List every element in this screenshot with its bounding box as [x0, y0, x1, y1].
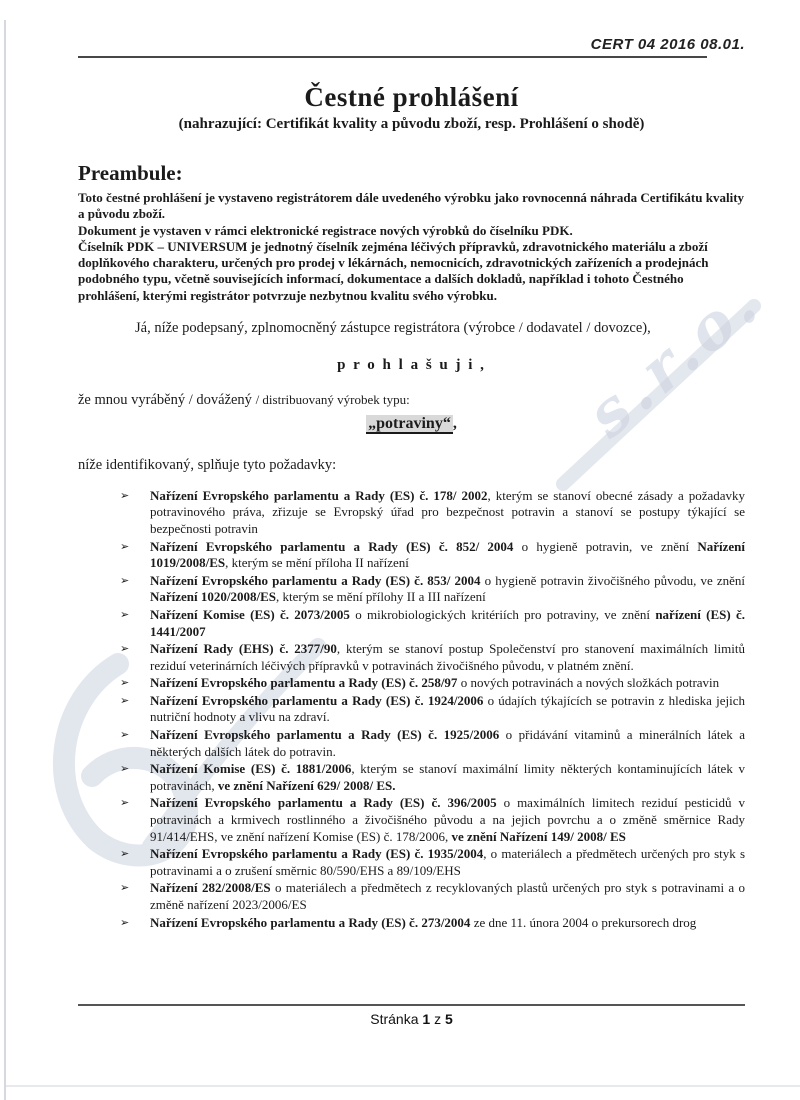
regulation-item: [78, 727, 745, 760]
footer-rule: [78, 1004, 745, 1006]
declaration-intro: Já, níže podepsaný, zplnomocněný zástupce registrátora (výrobce / dodavatel / dovozce),: [135, 319, 651, 336]
header-rule: [78, 56, 707, 58]
regulation-item: [78, 880, 745, 913]
arrow-bullet-icon: ➢: [120, 848, 130, 861]
footer-label: Stránka: [370, 1011, 419, 1027]
arrow-bullet-icon: ➢: [120, 489, 130, 502]
regulation-text: Nařízení Evropského parlamentu a Rady (ES) č. 853/ 2004 o hygieně potravin živočišného původu, ve znění Nařízení 1020/2008/ES, kterým se mění přílohy II a III nařízení: [150, 572, 745, 605]
regulation-text: Nařízení 282/2008/ES o materiálech a předmětech z recyklovaných plastů určených pro styk s potravinami a o změně nařízení 2023/2006/ES: [150, 880, 745, 912]
regulation-item: [78, 693, 745, 726]
watermark-text: s.r.o.: [572, 265, 776, 452]
arrow-bullet-icon: ➢: [120, 540, 130, 553]
regulation-item: [78, 846, 745, 879]
footer-page-number: 1: [422, 1011, 431, 1027]
arrow-bullet-icon: ➢: [120, 916, 130, 929]
scan-edge-left: [4, 20, 6, 1100]
regulation-text: Nařízení Komise (ES) č. 1881/2006, kterým se stanoví maximální limity některých kontaminujících látek v potravinách, ve znění Nařízení 629/ 2008/ ES.: [150, 761, 745, 793]
arrow-bullet-icon: ➢: [120, 608, 130, 621]
arrow-bullet-icon: ➢: [120, 763, 130, 776]
preambule-heading: Preambule:: [78, 161, 183, 185]
regulation-text: Nařízení Evropského parlamentu a Rady (ES) č. 1924/2006 o údajích týkajících se potravin z hlediska jejich nutriční hodnoty a vlivu na zdraví.: [150, 692, 745, 725]
preambule-paragraph: Číselník PDK – UNIVERSUM je jednotný číselník zejména léčivých přípravků, zdravotnického materiálu a zboží doplňkového charakteru, určených pro prodej v lékárnách, nemocnicích, zdravotnických zařízeních a prodejnách podobného typu, včetně souvisejících informací, dokumentace a dalších dokladů, například i tohoto Čestného prohlášení, kterými registrátor potvrzuje nezbytnou kvalitu svého výrobku.: [78, 238, 709, 303]
declaration-verb: p r o h l a š u j i ,: [337, 356, 486, 373]
regulation-item: [78, 539, 745, 572]
arrow-bullet-icon: ➢: [120, 677, 130, 690]
product-term-highlight: „potraviny“: [368, 414, 451, 432]
regulation-item: [78, 573, 745, 606]
regulation-text: Nařízení Rady (EHS) č. 2377/90, kterým se stanoví postup Společenství pro stanovení maximálních limitů reziduí veterinárních léčivých přípravků v potravinách živočišného původu, v platném znění.: [150, 641, 745, 673]
product-intro-part1: že mnou vyráběný / dovážený: [78, 391, 256, 408]
regulation-text: Nařízení Evropského parlamentu a Rady (ES) č. 273/2004 ze dne 11. února 2004 o prekursorech drog: [150, 914, 697, 930]
regulation-item: [78, 607, 745, 640]
footer-total-pages: 5: [444, 1011, 453, 1027]
document-title: Čestné prohlášení: [304, 82, 519, 112]
arrow-bullet-icon: ➢: [120, 574, 130, 587]
regulation-item: [78, 915, 745, 932]
product-line: [78, 415, 745, 433]
arrow-bullet-icon: ➢: [120, 729, 130, 742]
regulation-text: Nařízení Evropského parlamentu a Rady (ES) č. 852/ 2004 o hygieně potravin, ve znění Nařízení 1019/2008/ES, kterým se mění příloha II nařízení: [150, 538, 745, 571]
arrow-bullet-icon: ➢: [120, 694, 130, 707]
product-intro-line: [78, 392, 745, 409]
regulation-item: [78, 488, 745, 538]
preambule-paragraph: Dokument je vystaven v rámci elektronické registrace nových výrobků do číselníku PDK.: [78, 222, 573, 238]
regulation-item: [78, 761, 745, 794]
page-number-text: [78, 1011, 745, 1027]
arrow-bullet-icon: ➢: [120, 882, 130, 895]
regulation-item: [78, 675, 745, 692]
regulation-item: [78, 795, 745, 845]
regulation-text: Nařízení Evropského parlamentu a Rady (ES) č. 178/ 2002, kterým se stanoví obecné zásady a požadavky potravinového práva, zřizuje se Evropský úřad pro bezpečnost potravin a stanoví se postupy týkající se bezpečnosti potravin: [150, 487, 746, 536]
product-term-comma: ,: [452, 414, 457, 432]
regulation-text: Nařízení Evropského parlamentu a Rady (ES) č. 396/2005 o maximálních limitech reziduí pesticidů v potravinách a krmivech rostlinného a živočišného původu a na jejich povrchu a o změně směrnice Rady 91/414/EHS, ve znění nařízení Komise (ES) č. 178/2006, ve znění Nařízení 149/ 2008/ ES: [150, 795, 746, 844]
regulation-text: Nařízení Evropského parlamentu a Rady (ES) č. 258/97 o nových potravinách a nových složkách potravin: [150, 675, 720, 691]
preambule-text: [78, 190, 745, 304]
scan-edge-bottom: [6, 1085, 800, 1087]
requirements-intro: níže identifikovaný, splňuje tyto požadavky:: [78, 456, 337, 473]
document-code: CERT 04 2016 08.01.: [590, 36, 745, 53]
document-content: [78, 0, 745, 932]
page-footer: [78, 1004, 745, 1027]
preambule-paragraph: Toto čestné prohlášení je vystaveno registrátorem dále uvedeného výrobku jako rovnocenná náhrada Certifikátu kvality a původu zboží.: [78, 190, 745, 222]
arrow-bullet-icon: ➢: [120, 797, 130, 810]
arrow-bullet-icon: ➢: [120, 643, 130, 656]
regulation-text: Nařízení Komise (ES) č. 2073/2005 o mikrobiologických kritériích pro potraviny, ve znění nařízení (ES) č. 1441/2007: [150, 606, 745, 639]
product-intro-part2: / distribuovaný výrobek typu:: [255, 391, 410, 407]
regulation-item: [78, 641, 745, 674]
footer-of-word: z: [434, 1011, 442, 1027]
regulations-list: [78, 488, 745, 931]
regulation-text: Nařízení Evropského parlamentu a Rady (ES) č. 1935/2004, o materiálech a předmětech určených pro styk s potravinami a o zrušení směrnic 80/590/EHS a 89/109/EHS: [150, 846, 746, 878]
document-subtitle: (nahrazující: Certifikát kvality a původu zboží, resp. Prohlášení o shodě): [178, 116, 645, 132]
regulation-text: Nařízení Evropského parlamentu a Rady (ES) č. 1925/2006 o přidávání vitaminů a minerálních látek a některých dalších látek do potravin.: [150, 727, 746, 759]
